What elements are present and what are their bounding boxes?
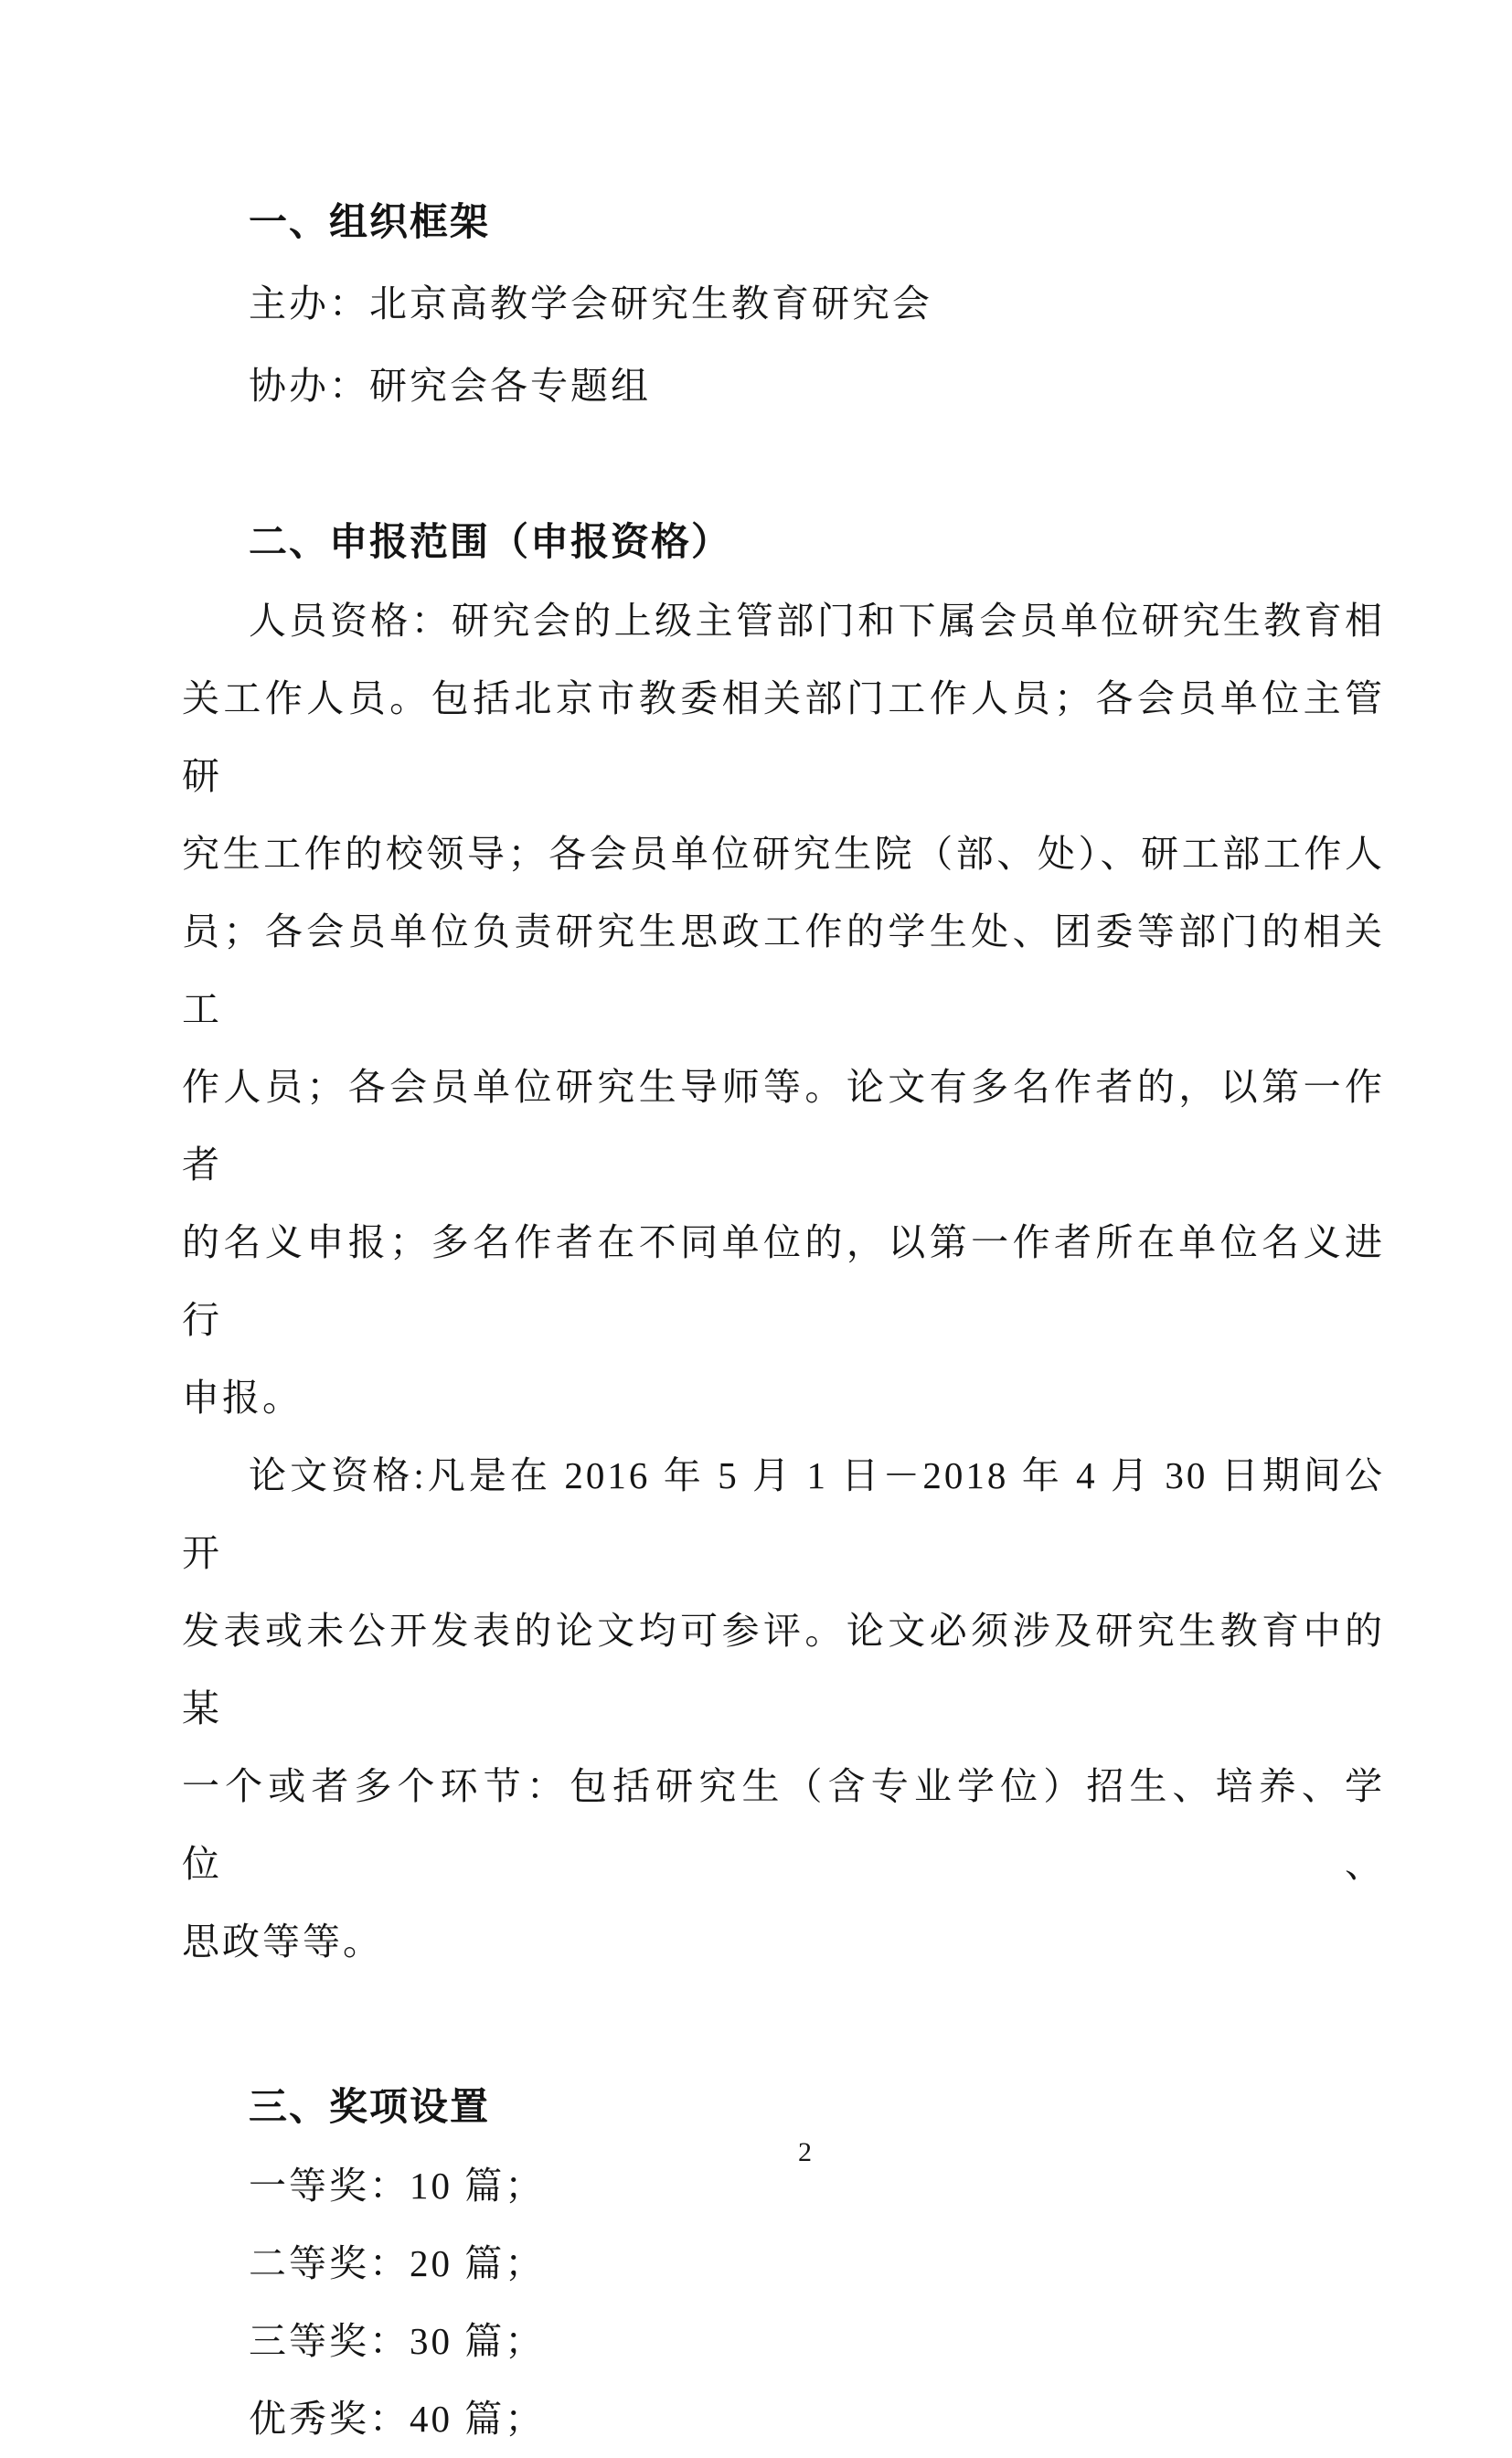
section-3-heading: 三、奖项设置 — [249, 2085, 491, 2128]
document-page — [0, 182, 1512, 2440]
second-prize-line: 二等奖：20 篇； — [249, 2242, 546, 2284]
first-prize-line: 一等奖：10 篇； — [249, 2165, 546, 2207]
paper-eligibility-paragraph-line: 论文资格:凡是在 2016 年 5 月 1 日－2018 年 4 月 30 日期间公开 — [182, 1454, 1385, 1574]
paper-eligibility-paragraph-line: 发表或未公开发表的论文均可参评。论文必须涉及研究生教育中的某 — [182, 1610, 1385, 1729]
excellence-prize-line: 优秀奖：40 篇； — [249, 2398, 546, 2440]
third-prize-line: 三等奖：30 篇； — [249, 2320, 546, 2362]
section-2-heading: 二、申报范围（申报资格） — [249, 520, 732, 563]
eligibility-paragraph-line: 关工作人员。包括北京市教委相关部门工作人员；各会员单位主管研 — [182, 677, 1385, 797]
paper-eligibility-paragraph-line: 一个或者多个环节：包括研究生（含专业学位）招生、培养、学位、 — [182, 1765, 1385, 1885]
paper-eligibility-paragraph-line: 思政等等。 — [182, 1921, 383, 1963]
section-1-heading: 一、组织框架 — [249, 200, 491, 243]
eligibility-paragraph-line: 究生工作的校领导；各会员单位研究生院（部、处）、研工部工作人 — [182, 833, 1385, 875]
document-body — [0, 182, 1512, 2458]
co-organizer-line: 协办：研究会各专题组 — [249, 365, 651, 407]
eligibility-paragraph-line: 员；各会员单位负责研究生思政工作的学生处、团委等部门的相关工 — [182, 910, 1385, 1030]
organizer-line: 主办：北京高教学会研究生教育研究会 — [249, 282, 932, 325]
eligibility-paragraph-line: 的名义申报；多名作者在不同单位的，以第一作者所在单位名义进行 — [182, 1221, 1385, 1341]
eligibility-paragraph-line: 人员资格：研究会的上级主管部门和下属会员单位研究生教育相 — [249, 600, 1385, 642]
eligibility-paragraph-line: 申报。 — [182, 1377, 303, 1419]
page-number: 2 — [798, 2137, 812, 2167]
eligibility-paragraph-line: 作人员；各会员单位研究生导师等。论文有多名作者的，以第一作者 — [182, 1066, 1385, 1186]
